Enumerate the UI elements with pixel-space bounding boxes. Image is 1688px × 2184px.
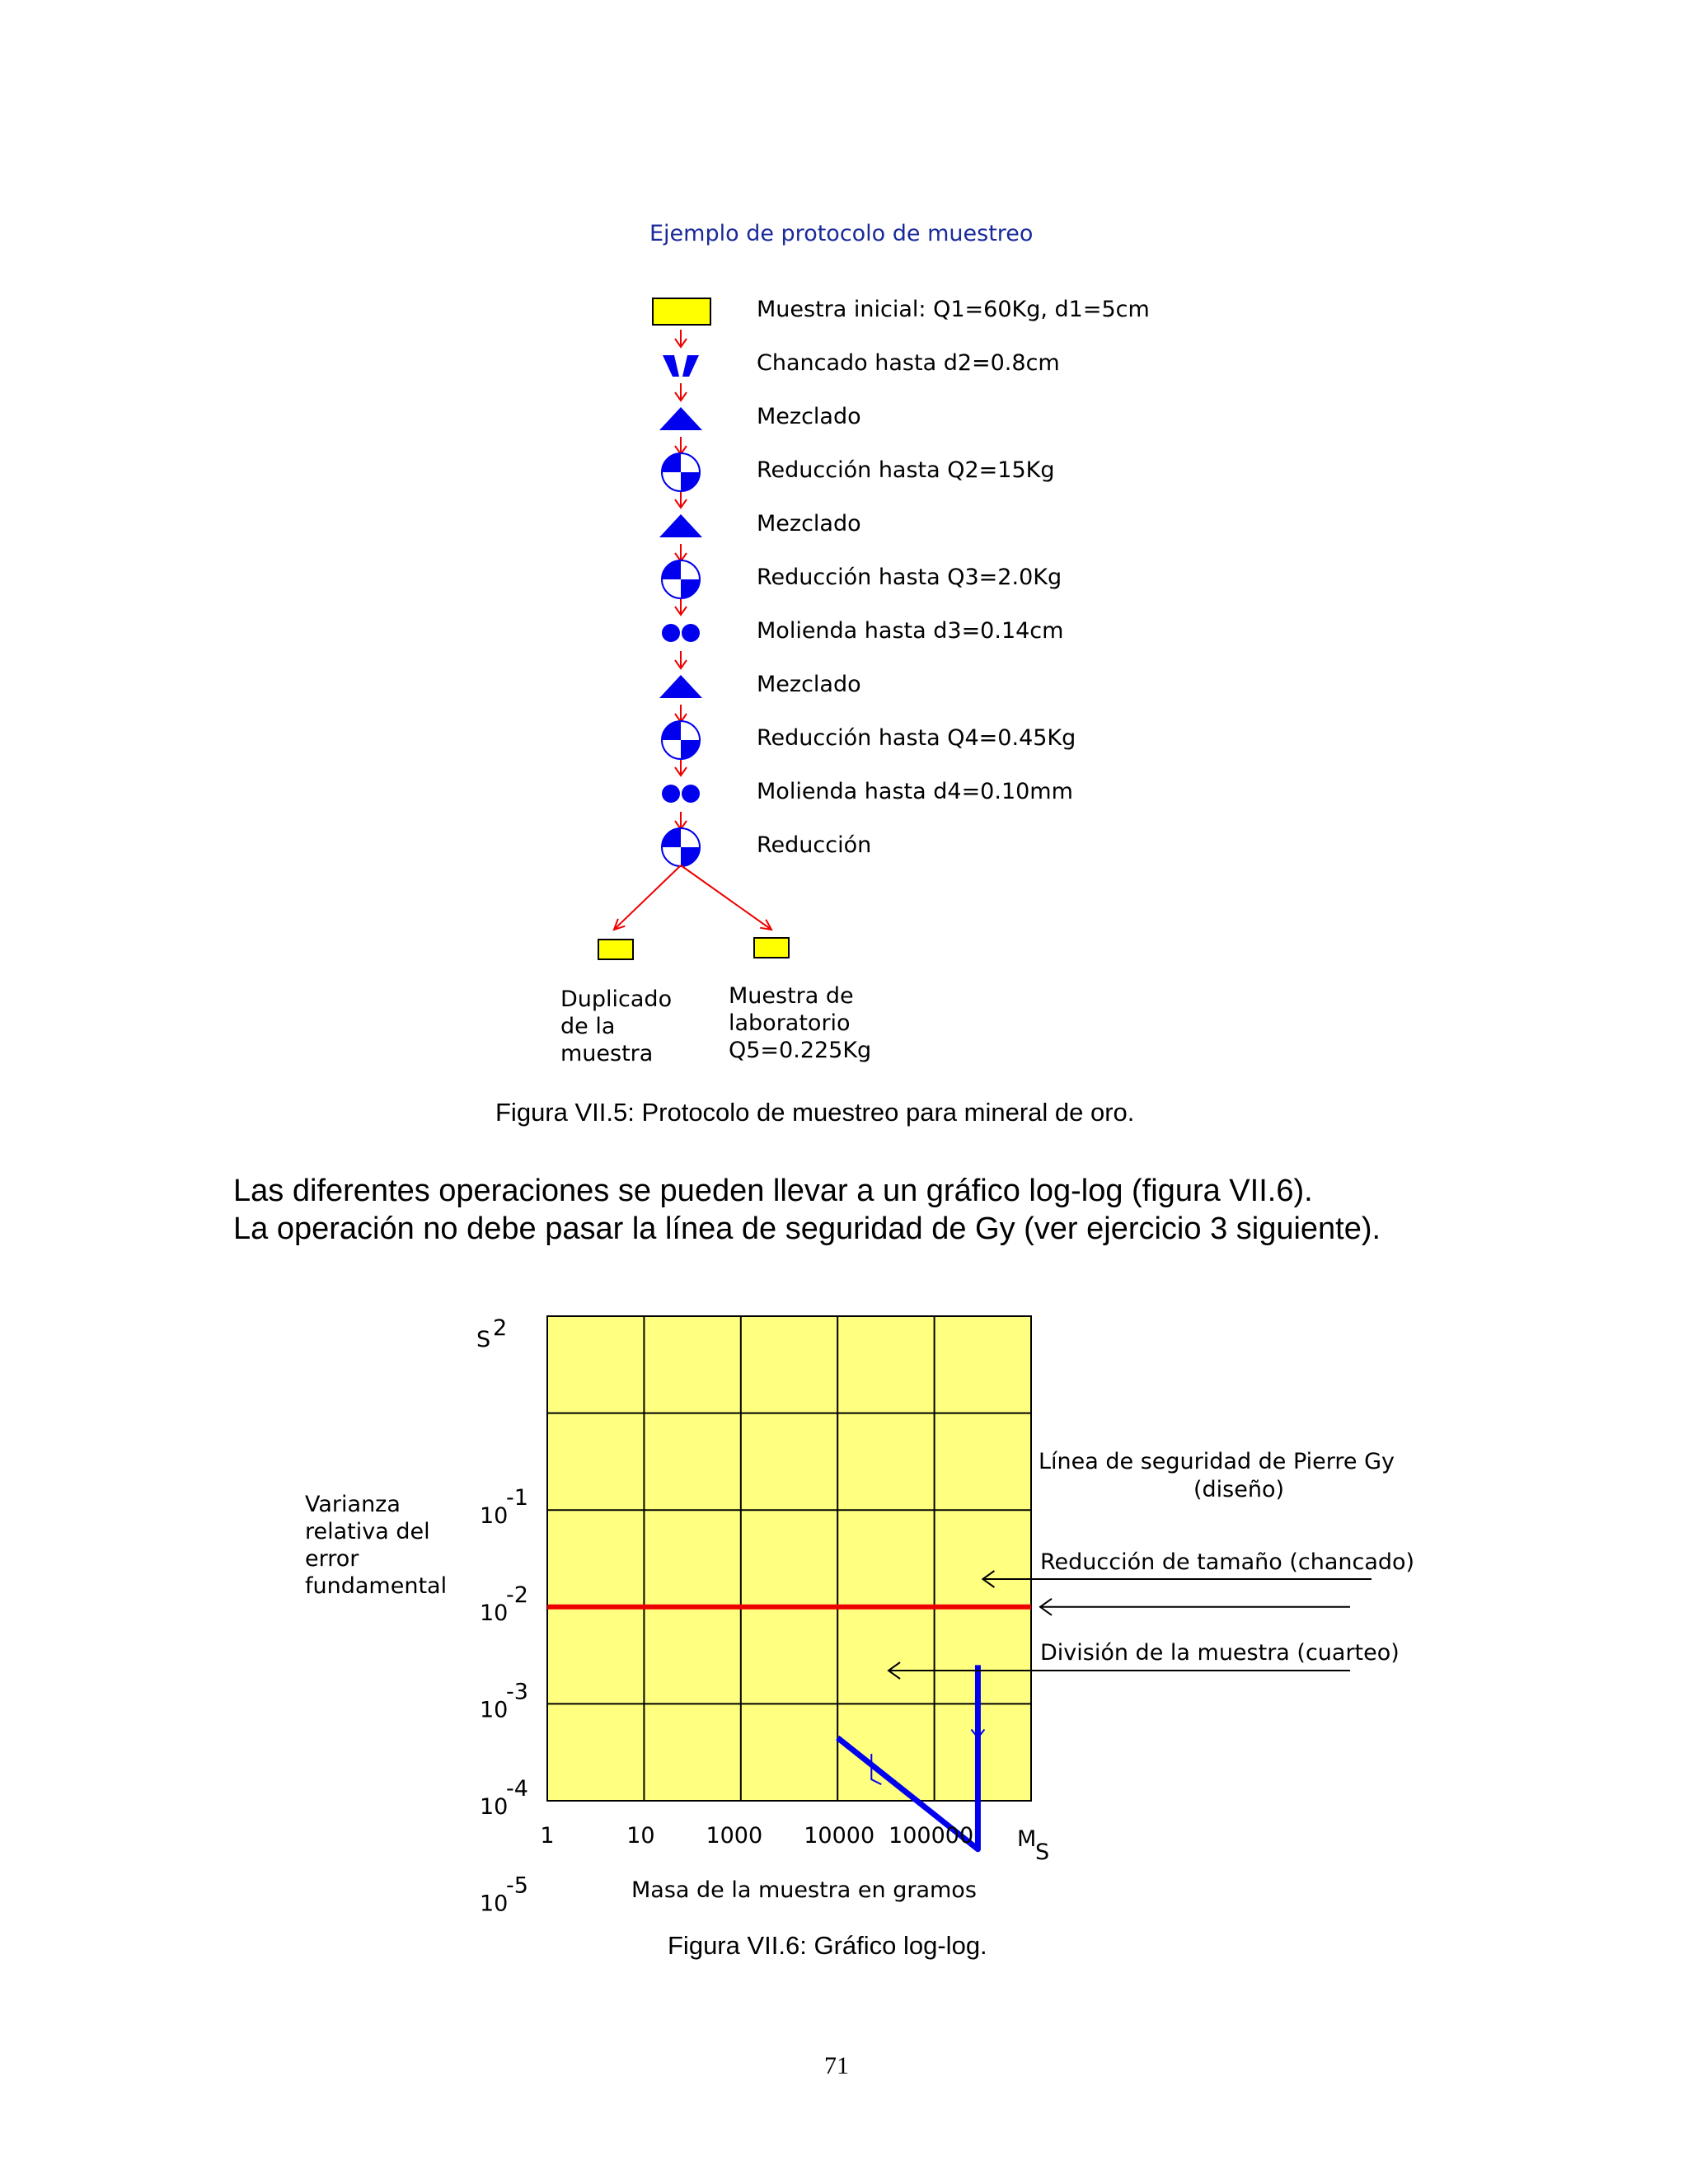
x-tick-label: 10 bbox=[626, 1823, 655, 1849]
step-label: Reducción hasta Q2=15Kg bbox=[757, 457, 1055, 483]
y-tick-exponent: -4 bbox=[506, 1776, 528, 1802]
page-number: 71 bbox=[824, 2052, 849, 2079]
y-axis-label: error bbox=[305, 1546, 359, 1572]
y-axis-label: fundamental bbox=[305, 1573, 448, 1599]
x-axis-label: Masa de la muestra en gramos bbox=[631, 1877, 977, 1903]
x-tick-label: 10000 bbox=[804, 1823, 875, 1849]
body-line-2: La operación no debe pasar la línea de seguridad de Gy (ver ejercicio 3 siguiente). bbox=[233, 1212, 1381, 1246]
lab-output-label: Muestra de laboratorio Q5=0.225Kg bbox=[729, 983, 872, 1063]
y-axis-symbol: S bbox=[476, 1327, 491, 1352]
step-label: Muestra inicial: Q1=60Kg, d1=5cm bbox=[757, 297, 1150, 322]
y-axis-label: Varianza bbox=[305, 1492, 401, 1517]
y-tick-label: 10 bbox=[480, 1794, 509, 1820]
y-tick-exponent: -3 bbox=[506, 1679, 528, 1705]
figure2-caption: Figura VII.6: Gráfico log-log. bbox=[668, 1931, 987, 1960]
y-tick-label: 10 bbox=[480, 1697, 509, 1723]
figure1-caption: Figura VII.5: Protocolo de muestreo para mineral de oro. bbox=[495, 1098, 1135, 1127]
step-label: Mezclado bbox=[757, 404, 861, 429]
body-line-1: Las diferentes operaciones se pueden llevar a un gráfico log-log (figura VII.6). bbox=[233, 1174, 1313, 1208]
duplicate-output-label: Duplicado de la muestra bbox=[560, 987, 673, 1066]
x-tick-label: 1000 bbox=[706, 1823, 763, 1849]
annotation-crushing: Reducción de tamaño (chancado) bbox=[1040, 1549, 1415, 1575]
annotation-safety-line: (diseño) bbox=[1193, 1477, 1285, 1502]
y-tick-exponent: -5 bbox=[506, 1872, 528, 1899]
y-tick-exponent: -2 bbox=[506, 1582, 528, 1608]
annotation-safety-line: Línea de seguridad de Pierre Gy bbox=[1039, 1449, 1395, 1474]
x-tick-label: 100000 bbox=[889, 1823, 974, 1849]
step-label: Reducción bbox=[757, 832, 872, 858]
annotation-splitting: División de la muestra (cuarteo) bbox=[1040, 1640, 1400, 1666]
y-tick-label: 10 bbox=[480, 1503, 509, 1530]
x-axis-symbol: M bbox=[1017, 1826, 1037, 1852]
step-label: Mezclado bbox=[757, 672, 861, 697]
figure1-title: Ejemplo de protocolo de muestreo bbox=[649, 221, 1034, 246]
step-label: Molienda hasta d4=0.10mm bbox=[757, 779, 1073, 804]
y-tick-label: 10 bbox=[480, 1600, 509, 1626]
y-axis-label: relativa del bbox=[305, 1519, 430, 1544]
y-axis-symbol-exponent: 2 bbox=[493, 1315, 508, 1341]
y-tick-label: 10 bbox=[480, 1891, 509, 1917]
x-axis-symbol-subscript: S bbox=[1035, 1840, 1050, 1865]
step-label: Reducción hasta Q4=0.45Kg bbox=[757, 725, 1076, 751]
step-label: Molienda hasta d3=0.14cm bbox=[757, 618, 1064, 644]
step-label: Reducción hasta Q3=2.0Kg bbox=[757, 565, 1062, 590]
step-label: Chancado hasta d2=0.8cm bbox=[757, 350, 1060, 376]
x-tick-label: 1 bbox=[540, 1823, 555, 1849]
plot-area bbox=[547, 1316, 1031, 1801]
step-label: Mezclado bbox=[757, 511, 861, 537]
y-tick-exponent: -1 bbox=[506, 1485, 528, 1511]
